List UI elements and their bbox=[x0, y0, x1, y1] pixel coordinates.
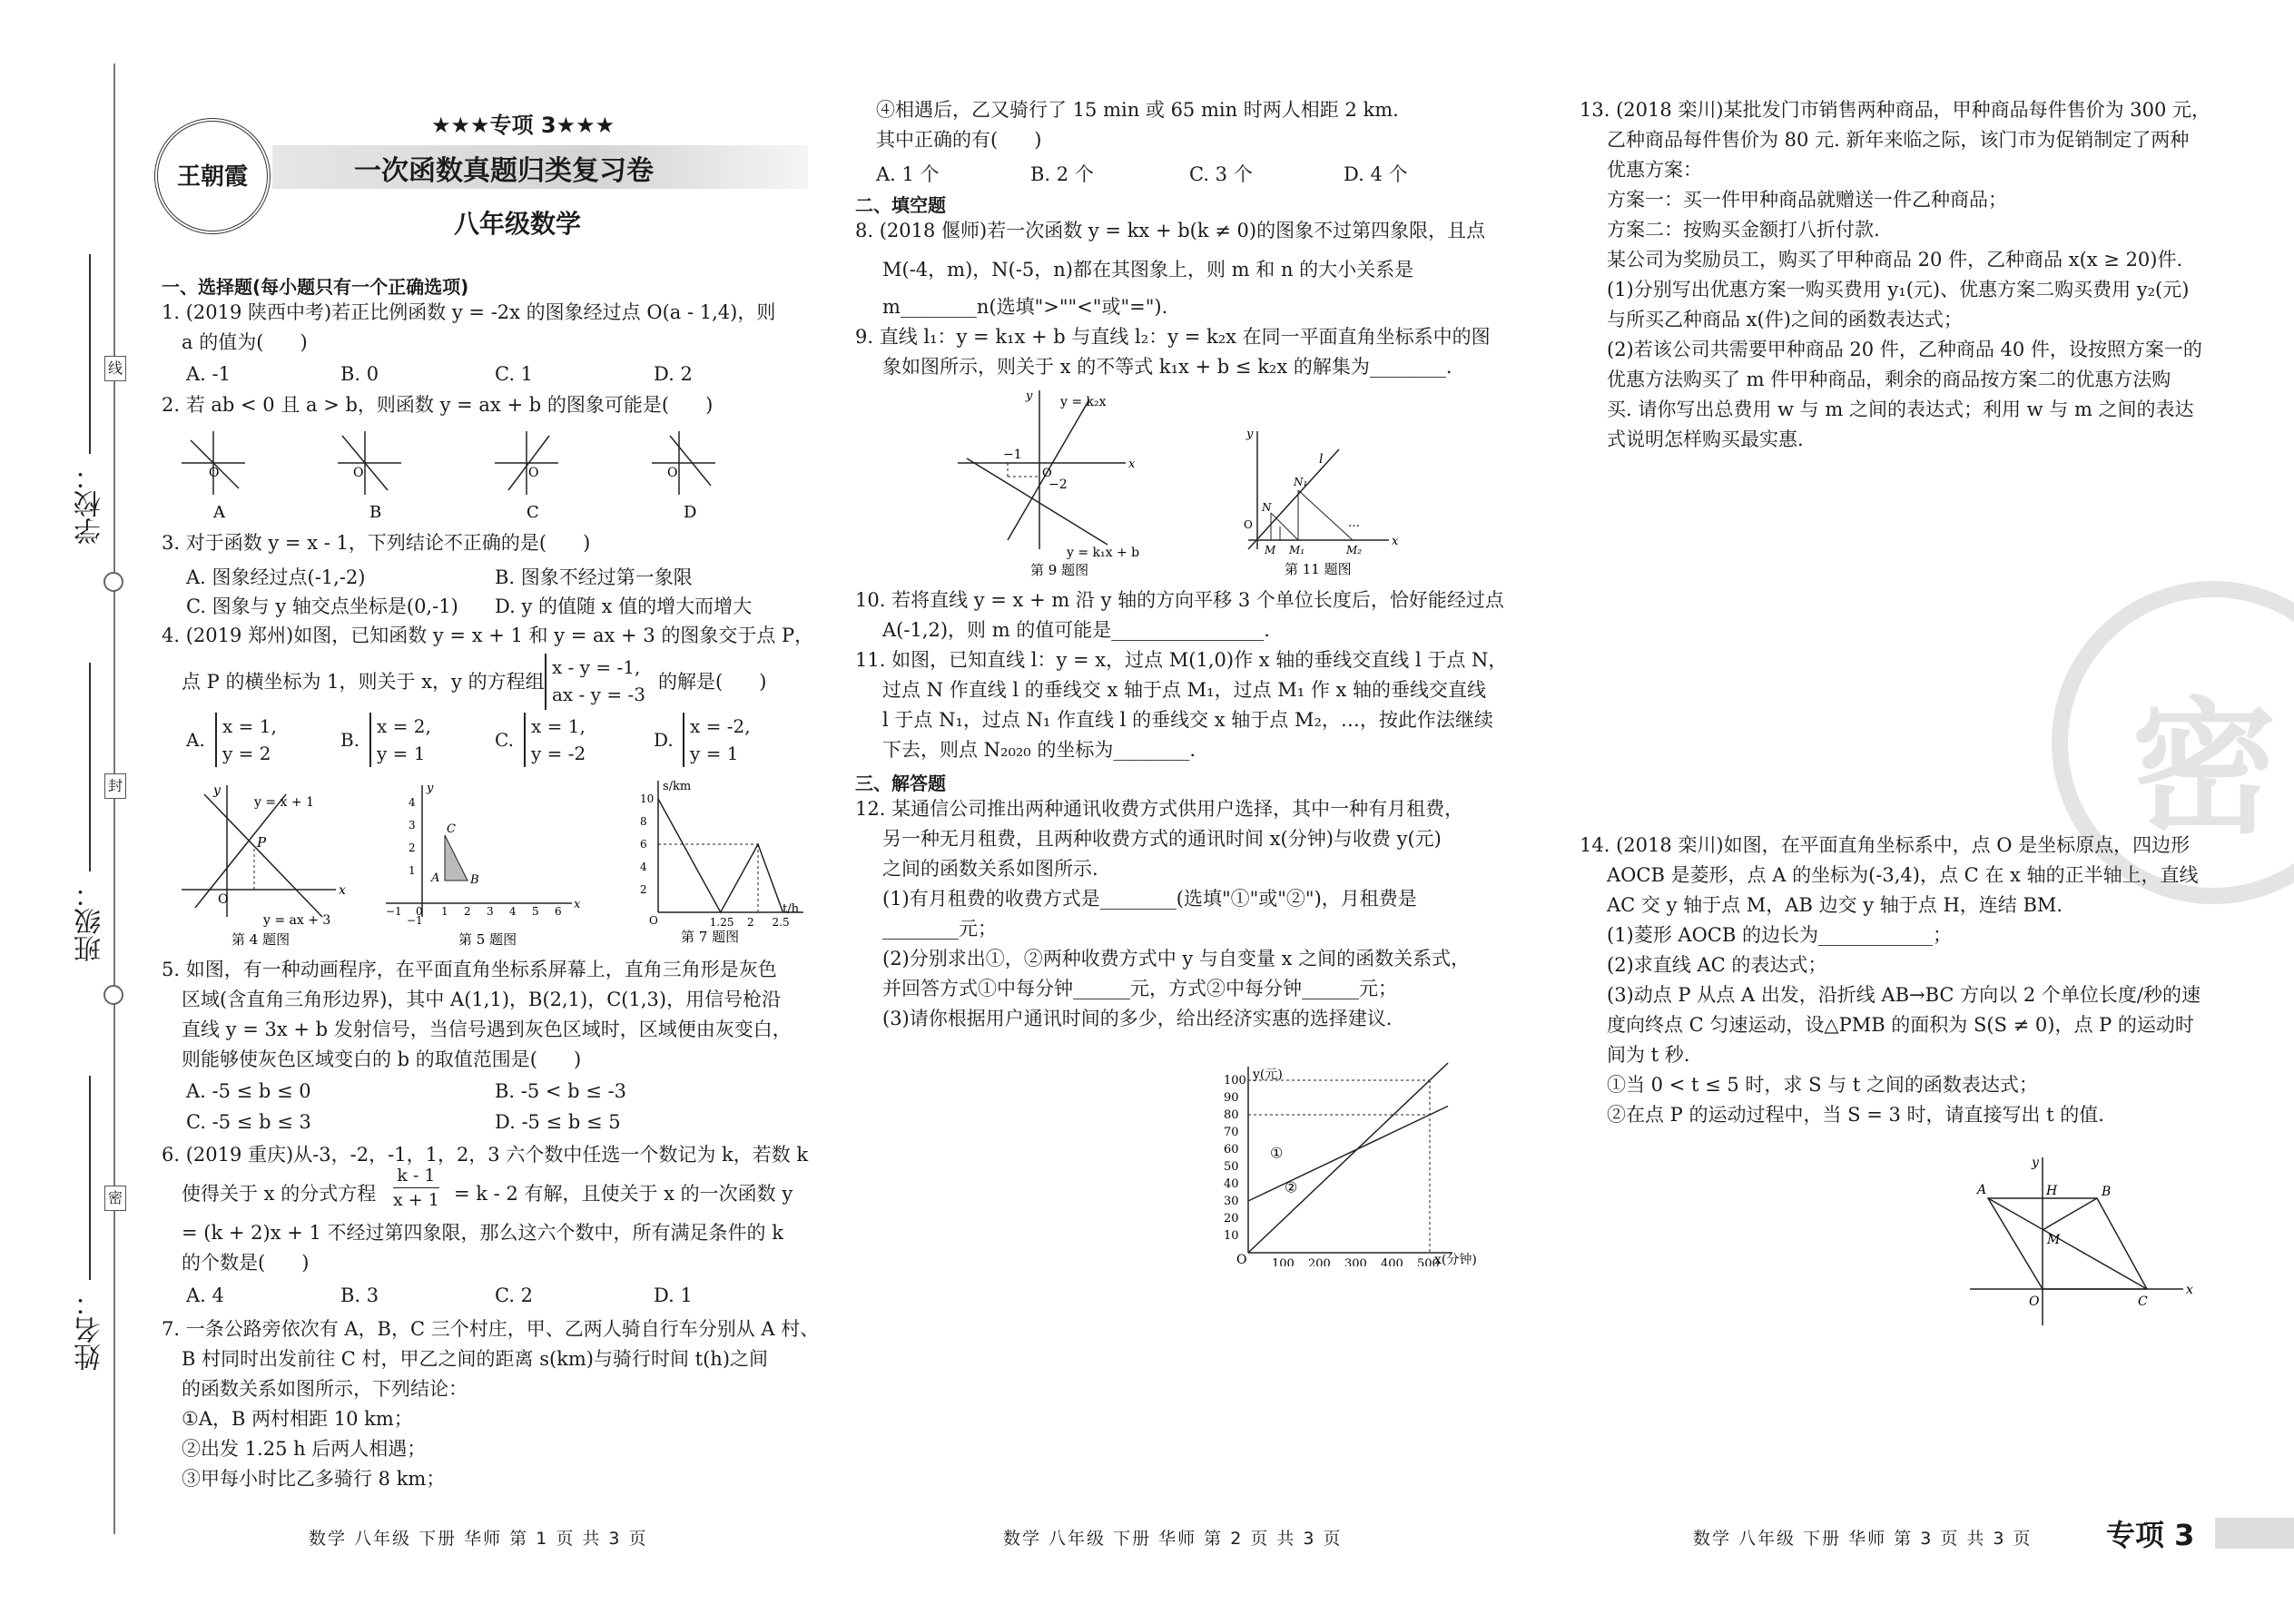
fig12-x-tick: 200 bbox=[1308, 1257, 1331, 1266]
svg-text:5: 5 bbox=[532, 905, 539, 918]
svg-text:1: 1 bbox=[409, 864, 416, 877]
q7-text: 7. 一条公路旁依次有 A，B，C 三个村庄，甲、乙两人骑自行车分别从 A 村、 bbox=[162, 1318, 820, 1340]
fig9-caption: 第 9 题图 bbox=[1030, 562, 1089, 578]
svg-text:O: O bbox=[218, 892, 229, 907]
q10-text-2: A(-1,2)，则 m 的值可能是________________. bbox=[882, 619, 1270, 641]
q13-text-4: 方案一：买一件甲种商品就赠送一件乙种商品； bbox=[1607, 189, 2007, 211]
page-subtitle: 八年级数学 bbox=[454, 209, 582, 239]
figure-12-chart bbox=[1207, 1062, 1516, 1266]
q4-options bbox=[186, 713, 822, 776]
svg-text:C: C bbox=[2138, 1294, 2148, 1309]
q6-fraction: k - 1 x + 1 bbox=[393, 1166, 439, 1210]
fig7-caption: 第 7 题图 bbox=[681, 929, 740, 945]
fig12-x-tick: 500 bbox=[1417, 1257, 1440, 1266]
svg-text:O: O bbox=[528, 466, 539, 480]
q4-option-a-system: x = 1, y = 2 bbox=[215, 713, 277, 767]
seal-char-1: 线 bbox=[104, 356, 126, 381]
svg-text:−1: −1 bbox=[1003, 448, 1022, 462]
q4-option-a[interactable]: A. bbox=[186, 729, 205, 751]
figure-5 bbox=[381, 781, 599, 949]
graph-c[interactable] bbox=[495, 431, 558, 495]
svg-text:x: x bbox=[339, 883, 346, 898]
svg-text:x: x bbox=[1392, 535, 1399, 548]
graph-c-label: C bbox=[527, 503, 539, 522]
svg-text:N₁: N₁ bbox=[1294, 476, 1308, 488]
q1-text-2: a 的值为( ) bbox=[182, 331, 308, 353]
q5-text-2: 区域(含直角三角形边界)，其中 A(1,1)，B(2,1)，C(1,3)，用信号枪沿 bbox=[182, 989, 782, 1010]
svg-text:y: y bbox=[213, 783, 221, 798]
q6-text: 6. (2019 重庆)从-3，-2，-1，1，2，3 六个数中任选一个数记为 k，若数 k bbox=[162, 1144, 809, 1166]
q13-text-6: 某公司为奖励员工，购买了甲种商品 20 件，乙种商品 x(x ≥ 20)件. bbox=[1607, 249, 2183, 271]
q6-text-4: = (k + 2)x + 1 不经过第四象限，那么这六个数中，所有满足条件的 k bbox=[182, 1222, 783, 1244]
fig12-y-tick: 100 bbox=[1224, 1074, 1246, 1088]
class-field[interactable] bbox=[89, 663, 91, 871]
corner-bar bbox=[2215, 1518, 2294, 1549]
svg-text:M: M bbox=[1265, 544, 1276, 556]
class-label: 班级： bbox=[74, 881, 106, 962]
figure-9 bbox=[953, 386, 1189, 581]
q1-text: 1. (2019 陕西中考)若正比例函数 y = -2x 的图象经过点 O(a - 1,4)，则 bbox=[162, 301, 776, 323]
svg-text:1: 1 bbox=[441, 905, 448, 918]
q3-option-b[interactable]: B. 图象不经过第一象限 bbox=[495, 566, 693, 588]
graph-d[interactable] bbox=[652, 431, 715, 495]
q14-text-8: 间为 t 秒. bbox=[1607, 1044, 1690, 1066]
q13-text-2: 乙种商品每件售价为 80 元. 新年来临之际，该门市为促销制定了两种 bbox=[1607, 129, 2190, 151]
svg-text:y: y bbox=[427, 782, 434, 795]
graph-b[interactable] bbox=[338, 431, 401, 495]
fig12-y-tick: 50 bbox=[1224, 1160, 1239, 1174]
q5-option-c[interactable]: C. -5 ≤ b ≤ 3 bbox=[186, 1111, 311, 1133]
q14-text-4: (1)菱形 AOCB 的边长为____________； bbox=[1607, 924, 1952, 946]
q14-text-2: AOCB 是菱形，点 A 的坐标为(-3,4)，点 C 在 x 轴的正半轴上，直线 bbox=[1607, 864, 2199, 886]
fig9-line1-label: y = k₂x bbox=[1060, 395, 1107, 409]
fig12-x-tick: 300 bbox=[1344, 1257, 1367, 1266]
svg-text:O: O bbox=[1244, 518, 1253, 531]
q12-text-4: (1)有月租费的收费方式是________(选填"①"或"②")，月租费是 bbox=[882, 888, 1417, 910]
publisher-logo: 王朝霞 bbox=[154, 118, 271, 234]
svg-text:…: … bbox=[1348, 517, 1360, 530]
svg-text:0: 0 bbox=[416, 905, 423, 918]
q5-option-a[interactable]: A. -5 ≤ b ≤ 0 bbox=[186, 1080, 311, 1102]
q14-text-10: ②在点 P 的运动过程中，当 S = 3 时，请直接写出 t 的值. bbox=[1607, 1104, 2104, 1126]
q13-text: 13. (2018 栾川)某批发门市销售两种商品，甲种商品每件售价为 300 元， bbox=[1580, 99, 2211, 121]
fig12-y-tick: 20 bbox=[1224, 1212, 1239, 1225]
fig12-y-tick: 30 bbox=[1224, 1195, 1239, 1208]
fig7-y-tick: 8 bbox=[640, 815, 647, 828]
q11-text: 11. 如图，已知直线 l：y = x，过点 M(1,0)作 x 轴的垂线交直线 l 于点 N， bbox=[855, 649, 1508, 671]
svg-text:3: 3 bbox=[409, 819, 416, 832]
svg-text:l: l bbox=[1319, 452, 1324, 467]
q4-option-b-system: x = 2, y = 1 bbox=[369, 713, 431, 767]
q12-text: 12. 某通信公司推出两种通讯收费方式供用户选择，其中一种有月租费， bbox=[855, 798, 1464, 820]
q6-option-b[interactable]: B. 3 bbox=[340, 1284, 379, 1306]
q5-option-b[interactable]: B. -5 < b ≤ -3 bbox=[495, 1080, 627, 1102]
svg-text:O: O bbox=[649, 914, 658, 927]
q14-text-5: (2)求直线 AC 的表达式； bbox=[1607, 954, 1827, 976]
q14-text-3: AC 交 y 轴于点 M，AB 边交 y 轴于点 H，连结 BM. bbox=[1607, 894, 2063, 916]
q13-text-12: 式说明怎样购买最实惠. bbox=[1607, 428, 1804, 450]
school-field[interactable] bbox=[89, 254, 91, 454]
q4-option-b[interactable]: B. bbox=[340, 729, 360, 751]
fig12-y-tick: 70 bbox=[1224, 1126, 1239, 1139]
q7-text-3: 的函数关系如图所示，下列结论： bbox=[182, 1378, 468, 1400]
fig4-caption: 第 4 题图 bbox=[231, 931, 290, 948]
fig12-series-label: ① bbox=[1270, 1144, 1284, 1162]
fig12-y-tick: 90 bbox=[1224, 1091, 1239, 1105]
q12-text-5: ________元； bbox=[882, 918, 997, 940]
q4-option-c[interactable]: C. bbox=[495, 729, 514, 751]
q7-text-4: 其中正确的有( ) bbox=[876, 129, 1042, 151]
q6-text-5: 的个数是( ) bbox=[182, 1252, 310, 1274]
figure-11 bbox=[1230, 427, 1412, 581]
q7-item-3: ③甲每小时比乙多骑行 8 km； bbox=[182, 1468, 446, 1490]
q12-text-2: 另一种无月租费，且两种收费方式的通讯时间 x(分钟)与收费 y(元) bbox=[882, 828, 1442, 850]
svg-text:−1: −1 bbox=[386, 905, 402, 918]
fig7-y-tick: 4 bbox=[640, 861, 647, 873]
q13-text-8: 与所买乙种商品 x(件)之间的函数表达式； bbox=[1607, 309, 1963, 330]
svg-text:O: O bbox=[353, 466, 364, 480]
q7-item-2: ②出发 1.25 h 后两人相遇； bbox=[182, 1438, 427, 1460]
footer-page-1: 数学 八年级 下册 华师 第 1 页 共 3 页 bbox=[309, 1529, 648, 1549]
svg-text:M: M bbox=[2047, 1233, 2061, 1247]
svg-text:x: x bbox=[1128, 458, 1136, 471]
section-fill: 二、填空题 bbox=[855, 194, 946, 216]
special-label: ★★★专项 3★★★ bbox=[431, 113, 615, 138]
fig7-x-tick: 2.5 bbox=[772, 916, 790, 929]
q7-option-c[interactable]: C. 3 个 bbox=[1189, 163, 1253, 185]
q13-text-7: (1)分别写出优惠方案一购买费用 y₁(元)、优惠方案二购买费用 y₂(元) bbox=[1607, 279, 2190, 300]
q13-text-3: 优惠方案： bbox=[1607, 159, 1702, 181]
q4-option-d-system: x = -2, y = 1 bbox=[683, 713, 751, 767]
q12-text-6: (2)分别求出①，②两种收费方式中 y 与自变量 x 之间的函数关系式， bbox=[882, 948, 1471, 969]
q5-text-4: 则能够使灰色区域变白的 b 的取值范围是( ) bbox=[182, 1048, 582, 1070]
svg-text:B: B bbox=[2102, 1185, 2112, 1199]
q8-text: 8. (2018 偃师)若一次函数 y = kx + b(k ≠ 0)的图象不过第四象限，且点 bbox=[855, 220, 1486, 241]
fig12-x-tick: 100 bbox=[1272, 1257, 1295, 1266]
q14-text-7: 度向终点 C 匀速运动，设△PMB 的面积为 S(S ≠ 0)，点 P 的运动时 bbox=[1607, 1014, 2194, 1036]
q3-option-a[interactable]: A. 图象经过点(-1,-2) bbox=[186, 566, 366, 588]
fig5-caption: 第 5 题图 bbox=[458, 931, 517, 948]
ring-icon bbox=[103, 985, 123, 1005]
fig4-line1-label: y = x + 1 bbox=[254, 795, 314, 810]
q13-text-11: 买. 请你写出总费用 w 与 m 之间的表达式；利用 w 与 m 之间的表达 bbox=[1607, 399, 2194, 420]
fig7-y-tick: 6 bbox=[640, 838, 647, 851]
q6-text-3: = k - 2 有解，且使关于 x 的一次函数 y bbox=[454, 1183, 793, 1205]
q4-text-2: 点 P 的横坐标为 1，则关于 x，y 的方程组 bbox=[182, 671, 545, 693]
q4-text-3: 的解是( ) bbox=[658, 671, 767, 693]
q11-text-3: l 于点 N₁，过点 N₁ 作直线 l 的垂线交 x 轴于点 M₂，…，按此作法继续 bbox=[882, 709, 1493, 731]
q13-text-5: 方案二：按购买金额打八折付款. bbox=[1607, 219, 1880, 241]
svg-text:N: N bbox=[1262, 501, 1272, 514]
q12-text-8: (3)请你根据用户通讯时间的多少，给出经济实惠的选择建议. bbox=[882, 1008, 1393, 1029]
q4-option-c-system: x = 1, y = -2 bbox=[524, 713, 586, 767]
q3-text: 3. 对于函数 y = x - 1，下列结论不正确的是( ) bbox=[162, 532, 591, 554]
fig12-y-tick: 60 bbox=[1224, 1143, 1239, 1156]
q11-text-4: 下去，则点 N₂₀₂₀ 的坐标为________. bbox=[882, 739, 1196, 761]
svg-text:2: 2 bbox=[464, 905, 471, 918]
svg-text:O: O bbox=[209, 466, 220, 480]
svg-text:6: 6 bbox=[555, 905, 562, 918]
section-answer: 三、解答题 bbox=[855, 773, 946, 794]
q13-text-9: (2)若该公司共需要甲种商品 20 件，乙种商品 40 件，设按照方案一的 bbox=[1607, 339, 2202, 360]
q6-option-a[interactable]: A. 4 bbox=[186, 1284, 224, 1306]
q14-text-9: ①当 0 < t ≤ 5 时，求 S 与 t 之间的函数表达式； bbox=[1607, 1074, 2038, 1096]
q6-text-2: 使得关于 x 的分式方程 bbox=[182, 1183, 377, 1205]
name-field[interactable] bbox=[89, 1076, 91, 1280]
footer-page-2: 数学 八年级 下册 华师 第 2 页 共 3 页 bbox=[1003, 1529, 1343, 1549]
q7-item-4: ④相遇后，乙又骑行了 15 min 或 65 min 时两人相距 2 km. bbox=[876, 99, 1399, 121]
fig4-line2-label: y = ax + 3 bbox=[263, 913, 331, 928]
q5-option-d[interactable]: D. -5 ≤ b ≤ 5 bbox=[495, 1111, 621, 1133]
q1-option-b[interactable]: B. 0 bbox=[340, 363, 379, 385]
fig7-x-tick: 1.25 bbox=[709, 916, 734, 929]
graph-d-label: D bbox=[684, 503, 697, 522]
q4-system: x - y = -1, ax - y = -3 bbox=[545, 654, 645, 710]
svg-text:A: A bbox=[1977, 1183, 1987, 1197]
q11-text-2: 过点 N 作直线 l 的垂线交 x 轴于点 M₁，过点 M₁ 作 x 轴的垂线交直线 bbox=[882, 679, 1487, 701]
q3-option-c[interactable]: C. 图象与 y 轴交点坐标是(0,-1) bbox=[186, 595, 458, 617]
svg-text:4: 4 bbox=[509, 905, 517, 918]
svg-text:O: O bbox=[667, 466, 678, 480]
svg-text:O: O bbox=[1042, 467, 1052, 480]
watermark-stamp: 密 bbox=[2052, 581, 2294, 904]
fig7-y-tick: 10 bbox=[640, 792, 655, 805]
q8-text-3: m________n(选填">""<"或"="). bbox=[882, 296, 1168, 318]
svg-text:C: C bbox=[447, 822, 456, 836]
graph-a[interactable] bbox=[182, 431, 245, 495]
fig12-series-label: ② bbox=[1285, 1178, 1298, 1196]
svg-text:M₁: M₁ bbox=[1289, 544, 1305, 556]
svg-text:y: y bbox=[2032, 1156, 2039, 1170]
q3-option-d[interactable]: D. y 的值随 x 值的增大而增大 bbox=[495, 595, 753, 617]
name-label: 姓名： bbox=[74, 1289, 106, 1371]
q12-text-7: 并回答方式①中每分钟______元，方式②中每分钟______元； bbox=[882, 978, 1397, 999]
q4-text: 4. (2019 郑州)如图，已知函数 y = x + 1 和 y = ax + 3 的图象交于点 P， bbox=[162, 625, 814, 646]
fig12-y-tick: 80 bbox=[1224, 1108, 1239, 1122]
q8-text-2: M(-4，m)，N(-5，n)都在其图象上，则 m 和 n 的大小关系是 bbox=[882, 259, 1414, 281]
svg-text:x: x bbox=[574, 898, 581, 911]
fig11-caption: 第 11 题图 bbox=[1285, 561, 1352, 577]
q10-text: 10. 若将直线 y = x + m 沿 y 轴的方向平移 3 个单位长度后，恰好能经过点 bbox=[855, 589, 1504, 611]
fig12-y-tick: 40 bbox=[1224, 1177, 1239, 1191]
svg-text:A: A bbox=[431, 871, 440, 885]
fig7-x-tick: 2 bbox=[747, 916, 754, 929]
q4-option-d[interactable]: D. bbox=[654, 729, 674, 751]
fig12-y-tick: 10 bbox=[1224, 1229, 1239, 1243]
q9-text: 9. 直线 l₁：y = k₁x + b 与直线 l₂：y = k₂x 在同一平面直角坐标系中的图 bbox=[855, 326, 1491, 348]
fig9-line2-label: y = k₁x + b bbox=[1067, 546, 1140, 560]
svg-text:2: 2 bbox=[409, 842, 416, 854]
svg-text:y: y bbox=[1246, 428, 1254, 441]
q2-text: 2. 若 ab < 0 且 a > b，则函数 y = ax + b 的图象可能是( ) bbox=[162, 394, 714, 416]
fig7-series-line bbox=[658, 799, 783, 912]
svg-text:B: B bbox=[470, 873, 479, 887]
seal-char-2: 封 bbox=[104, 773, 126, 799]
q9-text-2: 象如图所示，则关于 x 的不等式 k₁x + b ≤ k₂x 的解集为________. bbox=[882, 356, 1452, 378]
q7-text-2: B 村同时出发前往 C 村，甲乙之间的距离 s(km)与骑行时间 t(h)之间 bbox=[182, 1348, 769, 1370]
q1-option-c[interactable]: C. 1 bbox=[495, 363, 534, 385]
q6-option-d[interactable]: D. 1 bbox=[654, 1284, 693, 1306]
q2-graphs bbox=[177, 427, 831, 527]
q5-text-3: 直线 y = 3x + b 发射信号，当信号遇到灰色区域时，区域便由灰变白， bbox=[182, 1019, 792, 1040]
fig12-x-tick: 400 bbox=[1381, 1257, 1403, 1266]
svg-text:O: O bbox=[1236, 1253, 1247, 1266]
q5-text: 5. 如图，有一种动画程序，在平面直角坐标系屏幕上，直角三角形是灰色 bbox=[162, 959, 777, 980]
svg-text:M₂: M₂ bbox=[1346, 544, 1363, 556]
svg-text:y: y bbox=[1026, 389, 1033, 403]
q7-item-1: ①A，B 两村相距 10 km； bbox=[182, 1408, 413, 1430]
figure-4 bbox=[177, 781, 377, 949]
q14-text-6: (3)动点 P 从点 A 出发，沿折线 AB→BC 方向以 2 个单位长度/秒的速 bbox=[1607, 984, 2200, 1006]
corner-label: 专项 3 bbox=[2106, 1518, 2195, 1552]
svg-text:x: x bbox=[2186, 1283, 2193, 1297]
binding-strip bbox=[0, 0, 136, 1624]
q1-option-d[interactable]: D. 2 bbox=[654, 363, 693, 385]
school-label: 学校： bbox=[74, 463, 106, 545]
figure-7-chart bbox=[626, 776, 817, 949]
footer-page-3: 数学 八年级 下册 华师 第 3 页 共 3 页 bbox=[1693, 1529, 2033, 1549]
q7-option-d[interactable]: D. 4 个 bbox=[1344, 163, 1408, 185]
section-choice: 一、选择题(每小题只有一个正确选项) bbox=[162, 276, 469, 298]
svg-text:O: O bbox=[2029, 1294, 2040, 1309]
svg-text:−2: −2 bbox=[1049, 477, 1068, 492]
figure-14 bbox=[1952, 1153, 2197, 1334]
svg-text:3: 3 bbox=[487, 905, 494, 918]
q7-option-a[interactable]: A. 1 个 bbox=[876, 163, 940, 185]
svg-text:−1: −1 bbox=[407, 914, 423, 927]
ring-icon bbox=[103, 572, 123, 592]
q13-text-10: 优惠方法购买了 m 件甲种商品，剩余的商品按方案二的优惠方法购 bbox=[1607, 369, 2171, 390]
q12-text-3: 之间的函数关系如图所示. bbox=[882, 858, 1098, 880]
svg-text:P: P bbox=[257, 834, 267, 851]
seal-char-3: 密 bbox=[104, 1186, 126, 1211]
q1-option-a[interactable]: A. -1 bbox=[186, 363, 231, 385]
fig7-ylabel: s/km bbox=[663, 780, 692, 793]
q6-option-c[interactable]: C. 2 bbox=[495, 1284, 534, 1306]
fig12-xlabel: x(分钟) bbox=[1434, 1253, 1477, 1266]
fig12-ylabel: y(元) bbox=[1253, 1068, 1283, 1082]
graph-a-label: A bbox=[213, 503, 225, 522]
svg-text:H: H bbox=[2046, 1184, 2058, 1198]
q7-option-b[interactable]: B. 2 个 bbox=[1030, 163, 1094, 185]
page-title: 一次函数真题归类复习卷 bbox=[354, 155, 654, 187]
fig7-y-tick: 2 bbox=[640, 883, 647, 896]
fig7-xlabel: t/h bbox=[783, 902, 799, 916]
q14-text: 14. (2018 栾川)如图，在平面直角坐标系中，点 O 是坐标原点，四边形 bbox=[1580, 834, 2191, 856]
graph-b-label: B bbox=[369, 503, 382, 522]
binding-line bbox=[113, 64, 115, 1534]
svg-text:4: 4 bbox=[409, 796, 416, 809]
